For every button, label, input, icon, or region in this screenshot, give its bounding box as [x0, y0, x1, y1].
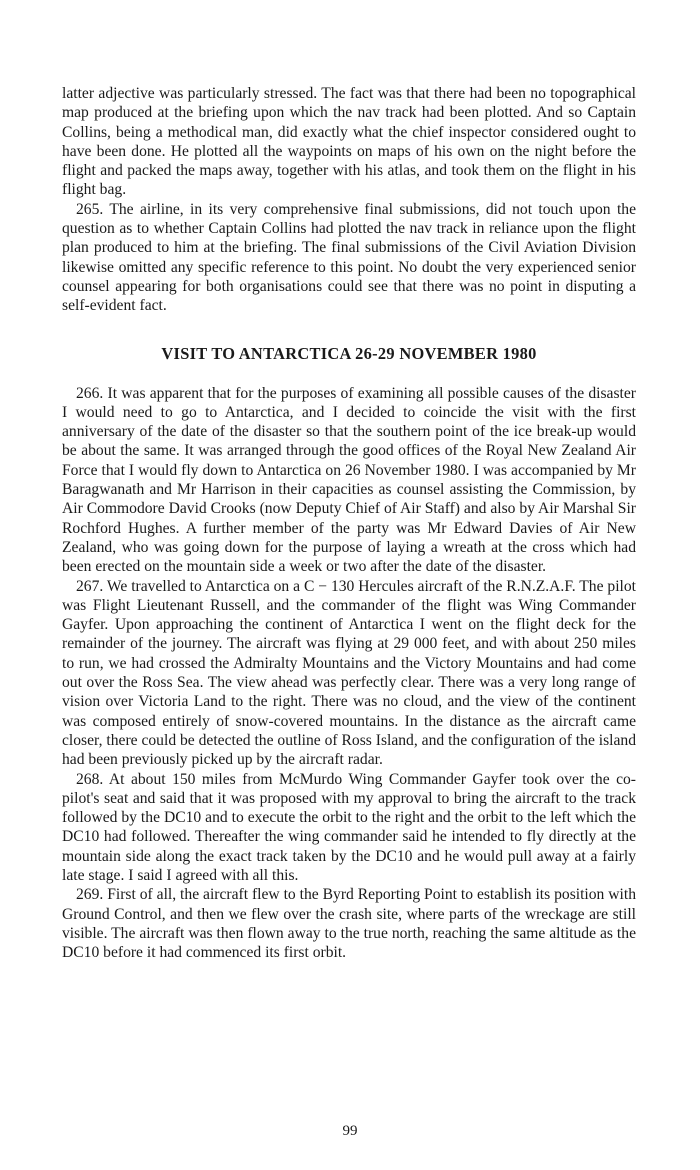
paragraph-268: 268. At about 150 miles from McMurdo Wing Commander Gayfer took over the co-pilot's seat and said that it was proposed with my approval to bring the aircraft to the track followed by the DC10 and to execute the orbit to the right and the orbit to the left which the DC10 had followed. Thereafter the wing commander said he intended to fly directly at the mountain side along the exact track taken by the DC10 and he would pull away at a fairly late stage. I said I agreed with all this. [62, 770, 636, 884]
section-heading: VISIT TO ANTARCTICA 26-29 NOVEMBER 1980 [161, 343, 537, 363]
page-number: 99 [342, 1123, 358, 1139]
paragraph-265: 265. The airline, in its very comprehensive final submissions, did not touch upon the question as to whether Captain Collins had plotted the nav track in reliance upon the flight plan produced to him at the briefing. The final submissions of the Civil Aviation Division likewise omitted any specific reference to this point. No doubt the very experienced senior counsel appearing for both organisations could see that there was no point in disputing a self-evident fact. [62, 200, 636, 315]
paragraph-269: 269. First of all, the aircraft flew to the Byrd Reporting Point to establish its position with Ground Control, and then we flew over the crash site, where parts of the wreckage are still visible. The aircraft was then flown away to the true north, reaching the same altitude as the DC10 before it had commenced its first orbit. [62, 886, 636, 962]
paragraph-continuation: latter adjective was particularly stressed. The fact was that there had been no topographical map produced at the briefing upon which the nav track had been plotted. And so Captain Collins, being a methodical man, did exactly what the chief inspector considered ought to have been done. He plotted all the waypoints on maps of his own on the night before the flight and packed the maps away, together with his atlas, and took them on the flight in his flight bag. [62, 85, 636, 199]
document-page [62, 84, 636, 962]
paragraph-266: 266. It was apparent that for the purposes of examining all possible causes of the disaster I would need to go to Antarctica, and I decided to coincide the visit with the first anniversary of the date of the disaster so that the southern point of the ice break-up would be about the same. It was arranged through the good offices of the Royal New Zealand Air Force that I would fly down to Antarctica on 26 November 1980. I was accompanied by Mr Baragwanath and Mr Harrison in their capacities as counsel assisting the Commission, by Air Commodore David Crooks (now Deputy Chief of Air Staff) and also by Air Marshal Sir Rochford Hughes. A further member of the party was Mr Edward Davies of Air New Zealand, who was going down for the purpose of laying a wreath at the cross which had been erected on the mountain side a week or two after the date of the disaster. [62, 384, 636, 576]
paragraph-267: 267. We travelled to Antarctica on a C − 130 Hercules aircraft of the R.N.Z.A.F. The pilot was Flight Lieutenant Russell, and the commander of the flight was Wing Commander Gayfer. Upon approaching the continent of Antarctica I went on the flight deck for the remainder of the journey. The aircraft was flying at 29 000 feet, and with about 250 miles to run, we had crossed the Admiralty Mountains and the Victory Mountains and had come out over the Ross Sea. The view ahead was perfectly clear. There was a very long range of vision over Victoria Land to the right. There was no cloud, and the view of the continent was composed entirely of snow-covered mountains. In the distance as the aircraft came closer, there could be detected the outline of Ross Island, and the configuration of the island had been previously picked up by the aircraft radar. [62, 577, 637, 769]
